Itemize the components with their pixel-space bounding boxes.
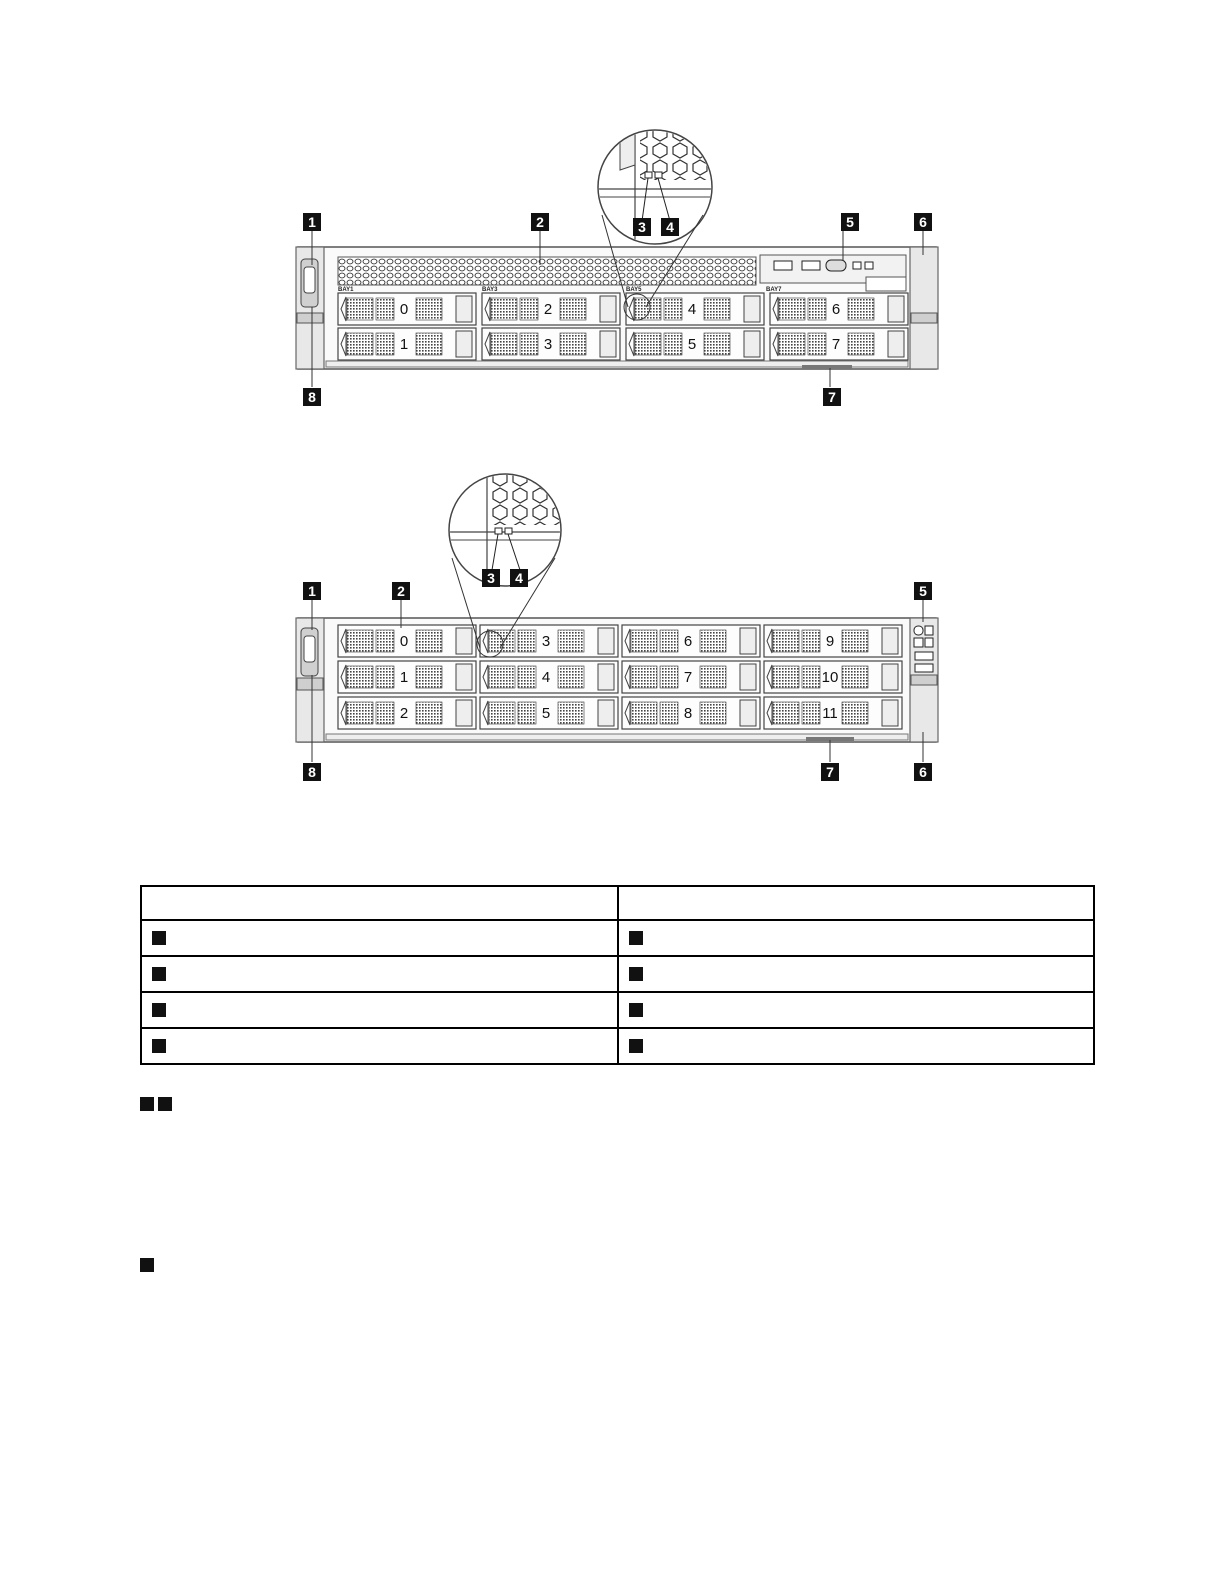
drive-number: 0 (399, 301, 409, 318)
callout-number: 3 (487, 570, 495, 586)
drive-number: 5 (687, 336, 697, 353)
callout-number: 8 (308, 389, 316, 405)
callout-marker (841, 213, 859, 231)
drive-number: 4 (541, 669, 551, 686)
callout-marker (303, 582, 321, 600)
drive-number: 7 (683, 669, 693, 686)
drive-bay[interactable] (338, 625, 476, 657)
callout-marker (629, 1003, 643, 1017)
drive-number: 3 (543, 336, 553, 353)
drive-bay[interactable] (482, 328, 620, 360)
callout-marker (629, 967, 643, 981)
drive-number: 5 (541, 705, 551, 722)
callout-marker (914, 763, 932, 781)
note-callout-marker (140, 1256, 158, 1274)
drive-number: 1 (399, 336, 409, 353)
callout-number: 5 (919, 583, 927, 599)
callout-marker (152, 1003, 166, 1017)
drive-bay[interactable] (480, 697, 618, 729)
callout-number: 7 (826, 764, 834, 780)
drive-bay[interactable] (764, 697, 902, 729)
callout-number: 4 (666, 219, 674, 235)
callout-marker (629, 1039, 643, 1053)
callout-marker (303, 763, 321, 781)
drive-bay[interactable] (338, 661, 476, 693)
drive-number: 11 (822, 705, 838, 722)
drive-number: 7 (831, 336, 841, 353)
bay-label: BAY7 (766, 287, 782, 293)
table-row (141, 920, 1094, 956)
callout-marker (510, 569, 528, 587)
callout-number: 4 (515, 570, 523, 586)
bay-label: BAY3 (482, 287, 498, 293)
callout-marker (303, 388, 321, 406)
drive-number: 1 (399, 669, 409, 686)
callout-marker (823, 388, 841, 406)
callout-marker (914, 213, 932, 231)
drive-number: 0 (399, 633, 409, 650)
callout-marker (140, 1258, 154, 1272)
table-row (141, 956, 1094, 992)
drive-bay[interactable] (338, 697, 476, 729)
callout-marker (158, 1097, 172, 1111)
table-header-cell (618, 886, 1095, 920)
callout-number: 1 (308, 214, 316, 230)
callout-legend-table (140, 885, 1095, 1065)
callout-marker (821, 763, 839, 781)
callout-number: 6 (919, 764, 927, 780)
callout-number: 6 (919, 214, 927, 230)
table-row (141, 992, 1094, 1028)
drive-number: 6 (683, 633, 693, 650)
callout-marker (152, 1039, 166, 1053)
callout-marker (661, 218, 679, 236)
drive-bay[interactable] (482, 293, 620, 325)
callout-number: 5 (846, 214, 854, 230)
bay-label: BAY5 (626, 287, 642, 293)
note-callout-markers (140, 1095, 176, 1113)
callout-marker (152, 931, 166, 945)
table-row (141, 1028, 1094, 1064)
drive-bay[interactable] (338, 328, 476, 360)
callout-number: 2 (536, 214, 544, 230)
callout-marker (152, 967, 166, 981)
drive-bay[interactable] (764, 625, 902, 657)
server-front-view-8-bay (290, 125, 950, 415)
callout-number: 8 (308, 764, 316, 780)
callout-number: 2 (397, 583, 405, 599)
callout-marker (531, 213, 549, 231)
drive-bay[interactable] (622, 661, 760, 693)
callout-marker (303, 213, 321, 231)
callout-marker (914, 582, 932, 600)
drive-bay[interactable] (480, 661, 618, 693)
callout-marker (633, 218, 651, 236)
drive-number: 8 (683, 705, 693, 722)
callout-marker (140, 1097, 154, 1111)
drive-number: 3 (541, 633, 551, 650)
drive-number: 2 (399, 705, 409, 722)
drive-number: 6 (831, 301, 841, 318)
callout-marker (629, 931, 643, 945)
callout-number: 7 (828, 389, 836, 405)
drive-number: 10 (821, 669, 839, 686)
drive-bay[interactable] (770, 293, 908, 325)
server-front-view-12-bay (290, 470, 950, 790)
drive-number: 4 (687, 301, 697, 318)
bay-label: BAY1 (338, 287, 354, 293)
drive-number: 9 (825, 633, 835, 650)
drive-bay[interactable] (770, 328, 908, 360)
drive-bay[interactable] (626, 328, 764, 360)
callout-number: 1 (308, 583, 316, 599)
drive-bay[interactable] (338, 293, 476, 325)
callout-marker (392, 582, 410, 600)
drive-number: 2 (543, 301, 553, 318)
drive-bay[interactable] (764, 661, 902, 693)
drive-bay[interactable] (622, 697, 760, 729)
callout-number: 3 (638, 219, 646, 235)
callout-marker (482, 569, 500, 587)
drive-bay[interactable] (622, 625, 760, 657)
table-header-cell (141, 886, 618, 920)
